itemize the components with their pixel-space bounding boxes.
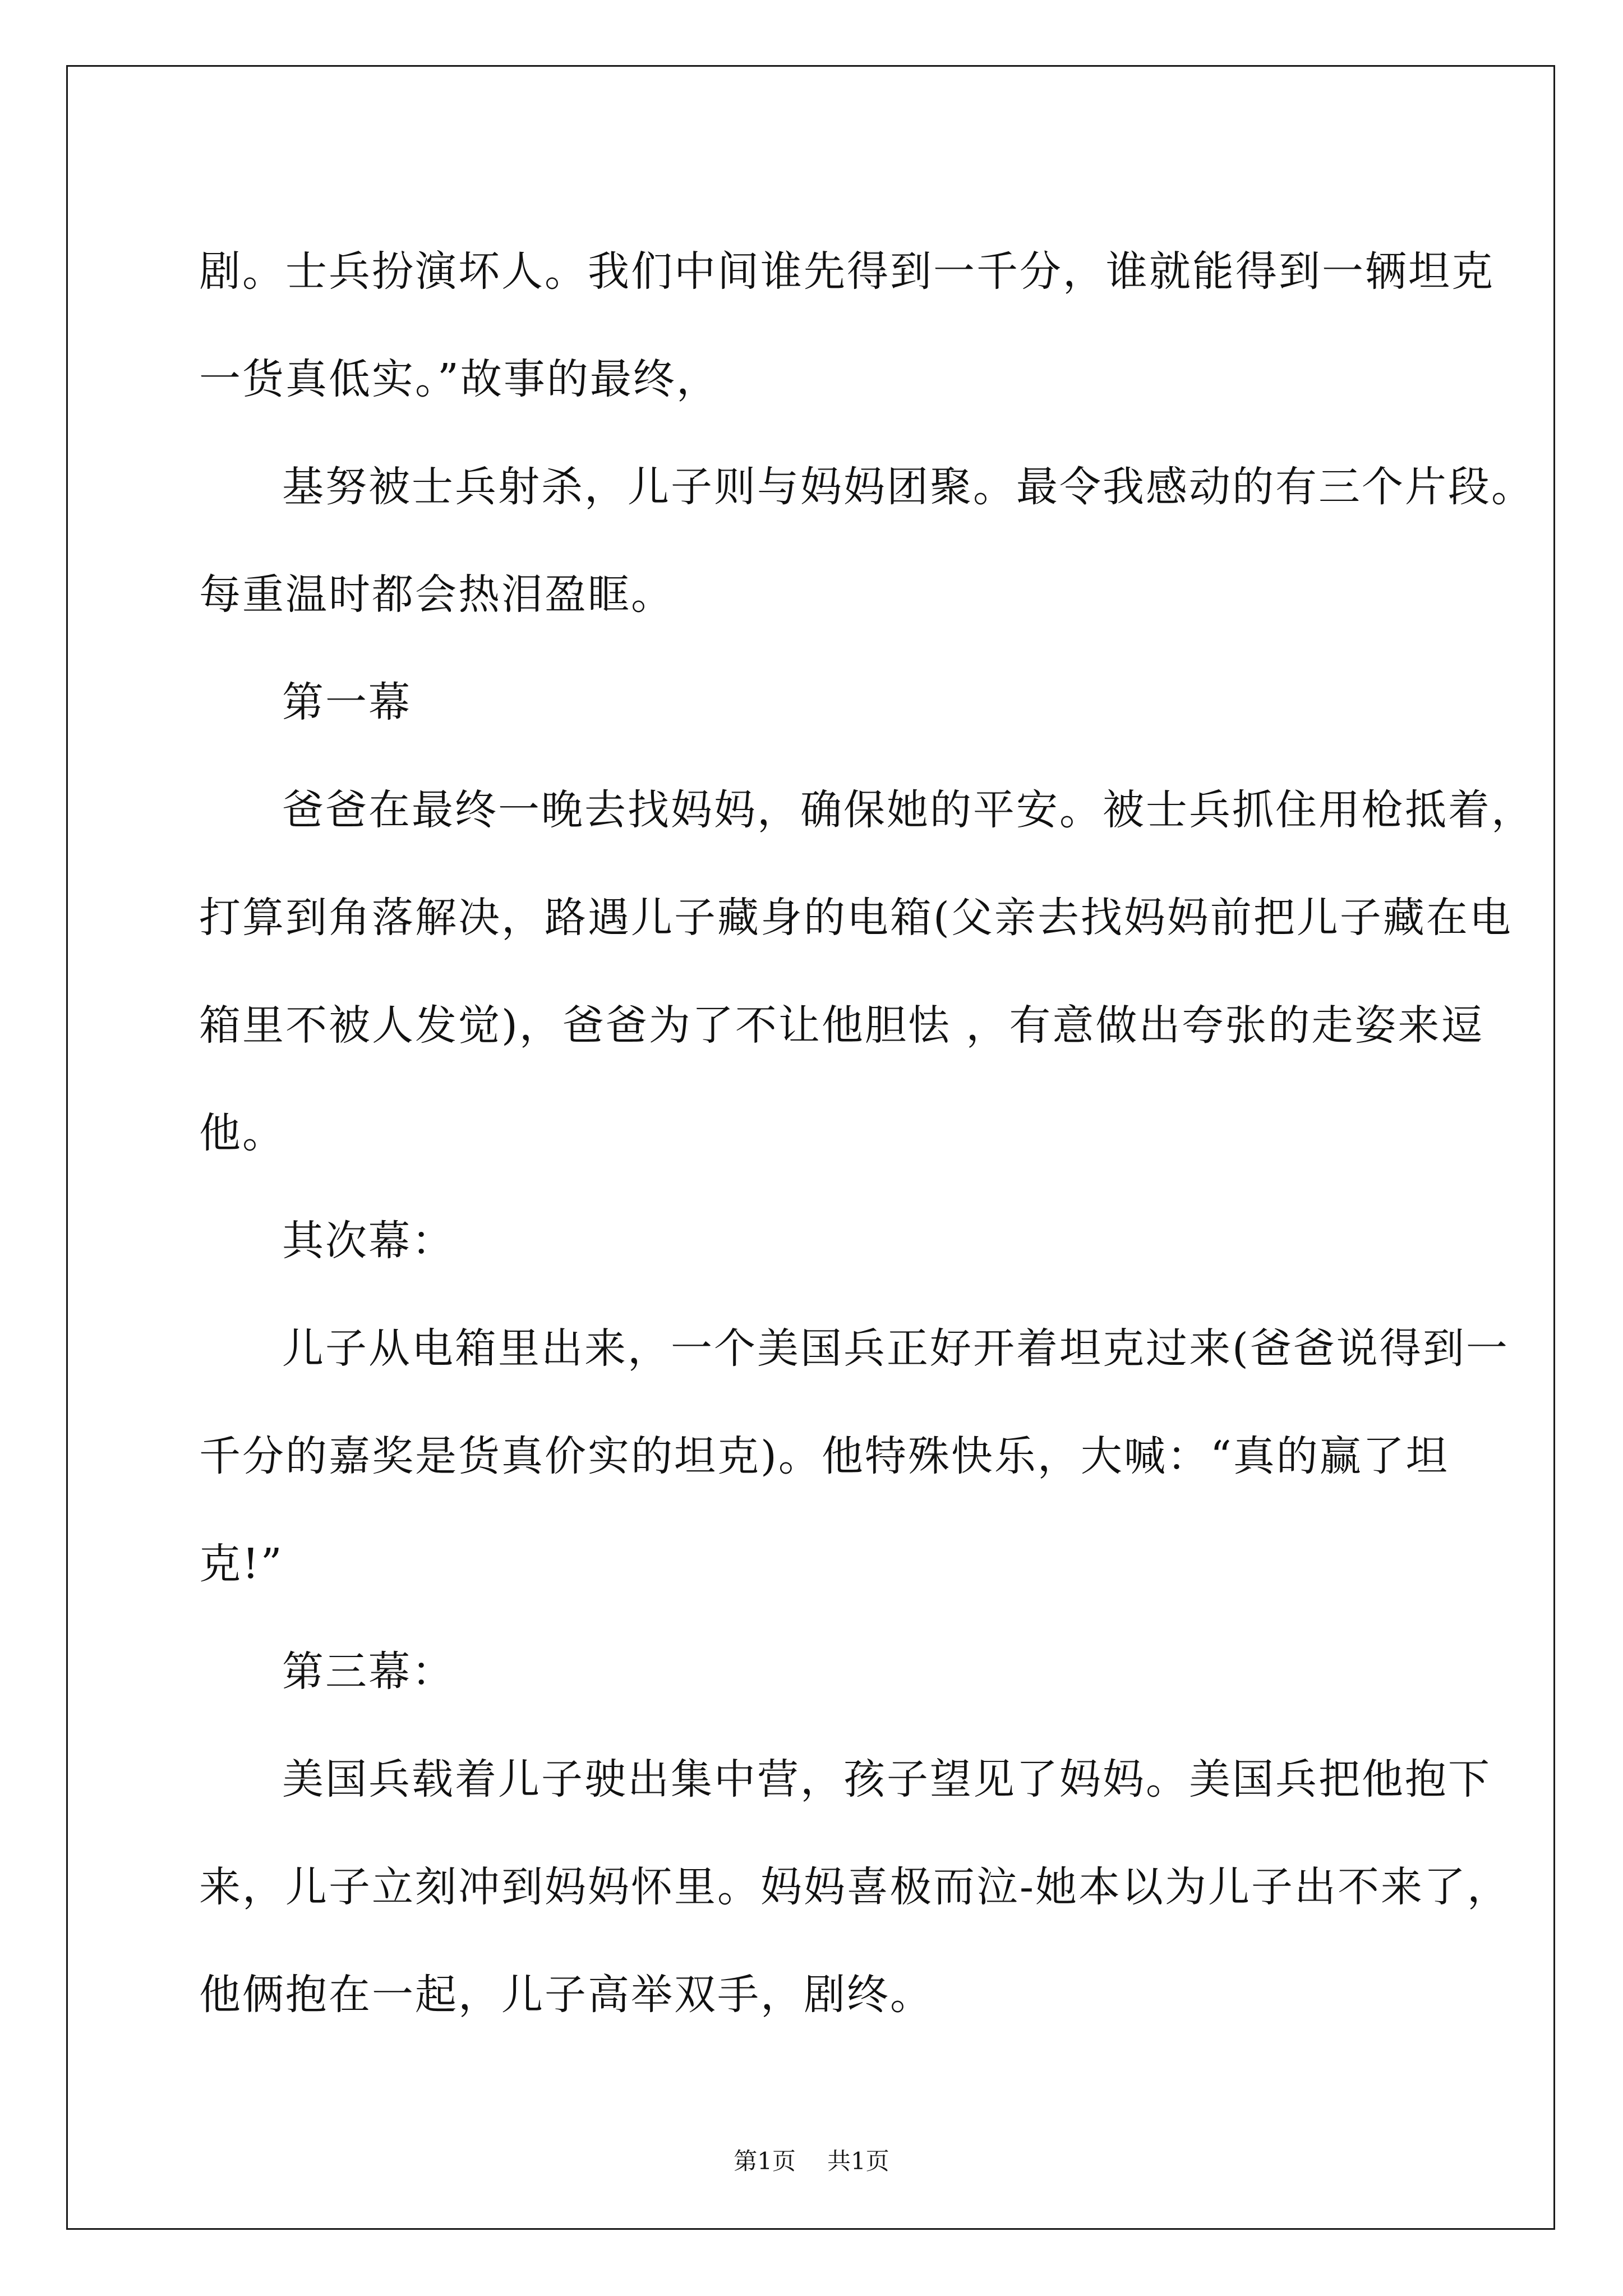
paragraph-line: 美国兵载着儿子驶出集中营，孩子望见了妈妈。美国兵把他抱下	[282, 1755, 1491, 1803]
section-heading-act-two: 其次幕：	[282, 1217, 455, 1265]
page-number: 第1页	[734, 2147, 796, 2175]
paragraph-line: 儿子从电箱里出来，一个美国兵正好开着坦克过来(爸爸说得到一	[282, 1324, 1509, 1373]
paragraph-line: 爸爸在最终一晚去找妈妈，确保她的平安。被士兵抓住用枪抵着，	[282, 786, 1534, 834]
total-pages: 共1页	[827, 2147, 889, 2175]
text-line: 打算到角落解决，路遇儿子藏身的电箱(父亲去找妈妈前把儿子藏在电	[199, 894, 1513, 942]
document-body	[199, 218, 1534, 2049]
text-line: 箱里不被人发觉)，爸爸为了不让他胆怯 ，有意做出夸张的走姿来逗	[199, 1001, 1484, 1050]
text-line: 一货真低实。”故事的最终，	[199, 355, 720, 403]
text-line: 千分的嘉奖是货真价实的坦克)。他特殊快乐，大喊：“真的赢了坦	[199, 1432, 1449, 1480]
text-line: 他。	[199, 1109, 285, 1157]
section-heading-act-three: 第三幕：	[282, 1648, 455, 1696]
text-line: 克!”	[199, 1540, 284, 1588]
page-footer	[0, 2146, 1623, 2177]
text-line: 他俩抱在一起，儿子高举双手，剧终。	[199, 1971, 933, 2019]
text-line: 剧。士兵扮演坏人。我们中间谁先得到一千分，谁就能得到一辆坦克	[199, 247, 1495, 296]
paragraph-line: 基努被士兵射杀，儿子则与妈妈团聚。最令我感动的有三个片段。	[282, 463, 1534, 511]
text-line: 来，儿子立刻冲到妈妈怀里。妈妈喜极而泣-她本以为儿子出不来了，	[199, 1863, 1511, 1911]
section-heading-act-one: 第一幕	[282, 678, 412, 726]
text-line: 每重温时都会热泪盈眶。	[199, 570, 674, 619]
